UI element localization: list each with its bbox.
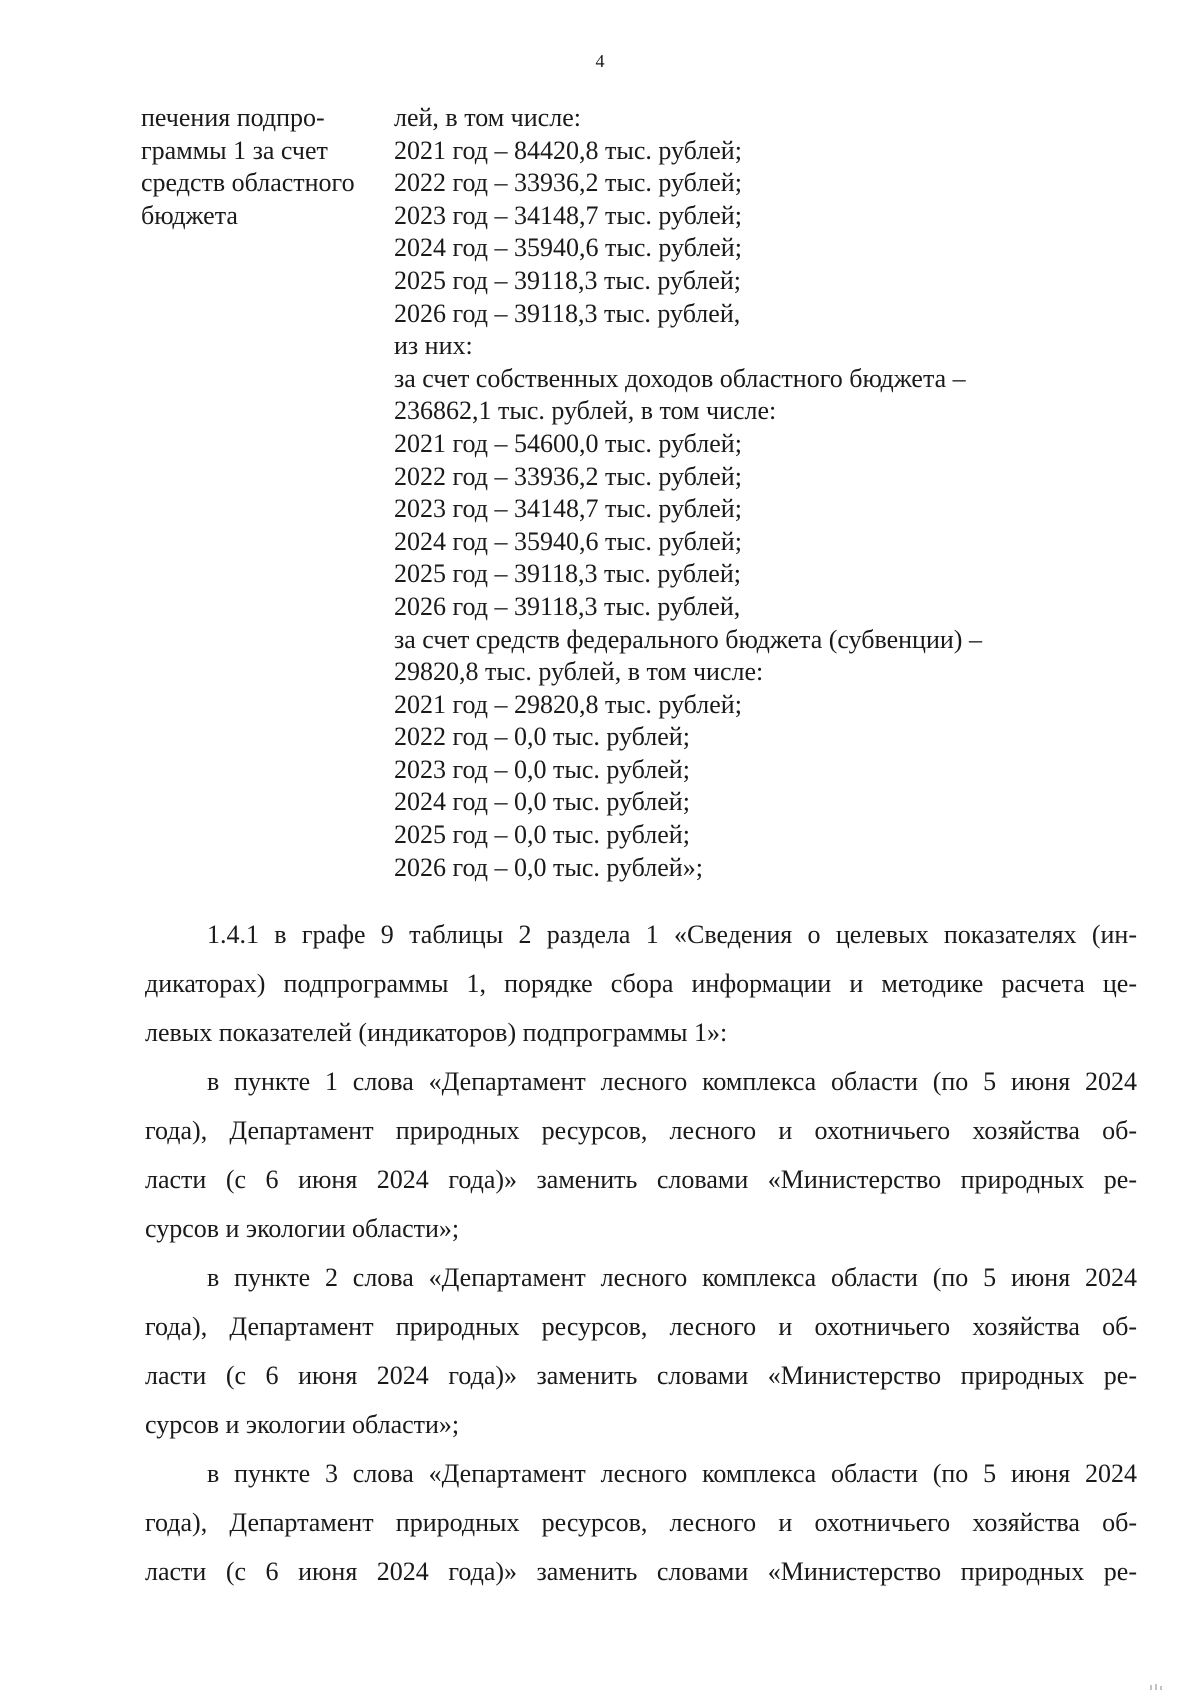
paragraph-point-2 [145,1253,1137,1449]
right-cell-line: 2021 год – 29820,8 тыс. рублей; [394,689,742,719]
right-cell-line: 2024 год – 35940,6 тыс. рублей; [394,526,742,556]
paragraph-item-1-4-1 [145,910,1137,1057]
paragraph-line: сурсов и экологии области»; [145,1214,460,1243]
table-right-cell [394,102,1154,884]
right-cell-line: 2026 год – 0,0 тыс. рублей»; [394,852,703,882]
right-cell-line: 236862,1 тыс. рублей, в том числе: [394,396,777,426]
right-cell-line: 29820,8 тыс. рублей, в том числе: [394,657,764,687]
right-cell-line: 2023 год – 34148,7 тыс. рублей; [394,200,742,230]
paragraph-point-1 [145,1057,1137,1253]
left-cell-line: бюджета [141,200,238,230]
right-cell-line: за счет средств федерального бюджета (субвенции) – [394,624,982,654]
paragraph-line: ласти (с 6 июня 2024 года)» заменить словами «Министерство природных ре- [145,1165,1137,1194]
scan-mark-icon [1148,1683,1182,1691]
right-cell-line: 2023 год – 0,0 тыс. рублей; [394,754,690,784]
page-number: 4 [595,51,605,71]
paragraph-line: ласти (с 6 июня 2024 года)» заменить словами «Министерство природных ре- [145,1361,1137,1390]
right-cell-line: 2026 год – 39118,3 тыс. рублей, [394,591,741,621]
right-cell-line: из них: [394,331,473,361]
right-cell-line: 2021 год – 84420,8 тыс. рублей; [394,135,742,165]
paragraph-line: 1.4.1 в графе 9 таблицы 2 раздела 1 «Сведения о целевых показателях (ин- [207,920,1137,949]
paragraph-line: ласти (с 6 июня 2024 года)» заменить словами «Министерство природных ре- [145,1557,1137,1586]
document-body [145,910,1137,1596]
paragraph-line: левых показателей (индикаторов) подпрограммы 1»: [145,1018,728,1047]
right-cell-line: 2025 год – 39118,3 тыс. рублей; [394,265,741,295]
paragraph-point-3 [145,1449,1137,1596]
right-cell-line: 2023 год – 34148,7 тыс. рублей; [394,494,742,524]
paragraph-line: в пункте 1 слова «Департамент лесного комплекса области (по 5 июня 2024 [207,1067,1137,1096]
left-cell-line: средств областного [141,168,355,198]
right-cell-line: 2022 год – 33936,2 тыс. рублей; [394,168,742,198]
paragraph-line: в пункте 2 слова «Департамент лесного комплекса области (по 5 июня 2024 [207,1263,1137,1292]
left-cell-line: граммы 1 за счет [141,135,328,165]
right-cell-line: 2024 год – 0,0 тыс. рублей; [394,787,690,817]
right-cell-line: 2022 год – 33936,2 тыс. рублей; [394,461,742,491]
left-cell-line: печения подпро- [141,103,325,132]
right-cell-line: лей, в том числе: [394,103,581,132]
right-cell-line: 2022 год – 0,0 тыс. рублей; [394,722,690,752]
paragraph-line: сурсов и экологии области»; [145,1410,460,1439]
paragraph-line: года), Департамент природных ресурсов, лесного и охотничьего хозяйства об- [145,1116,1137,1145]
right-cell-line: 2025 год – 39118,3 тыс. рублей; [394,559,741,589]
paragraph-line: года), Департамент природных ресурсов, лесного и охотничьего хозяйства об- [145,1312,1137,1341]
right-cell-line: 2026 год – 39118,3 тыс. рублей, [394,298,741,328]
right-cell-line: 2025 год – 0,0 тыс. рублей; [394,820,690,850]
paragraph-line: года), Департамент природных ресурсов, лесного и охотничьего хозяйства об- [145,1508,1137,1537]
right-cell-line: 2021 год – 54600,0 тыс. рублей; [394,428,742,458]
paragraph-line: дикаторах) подпрограммы 1, порядке сбора информации и методике расчета це- [145,969,1137,998]
paragraph-line: в пункте 3 слова «Департамент лесного комплекса области (по 5 июня 2024 [207,1459,1137,1488]
right-cell-line: 2024 год – 35940,6 тыс. рублей; [394,233,742,263]
table-left-cell [141,102,381,232]
right-cell-line: за счет собственных доходов областного бюджета – [394,363,966,393]
